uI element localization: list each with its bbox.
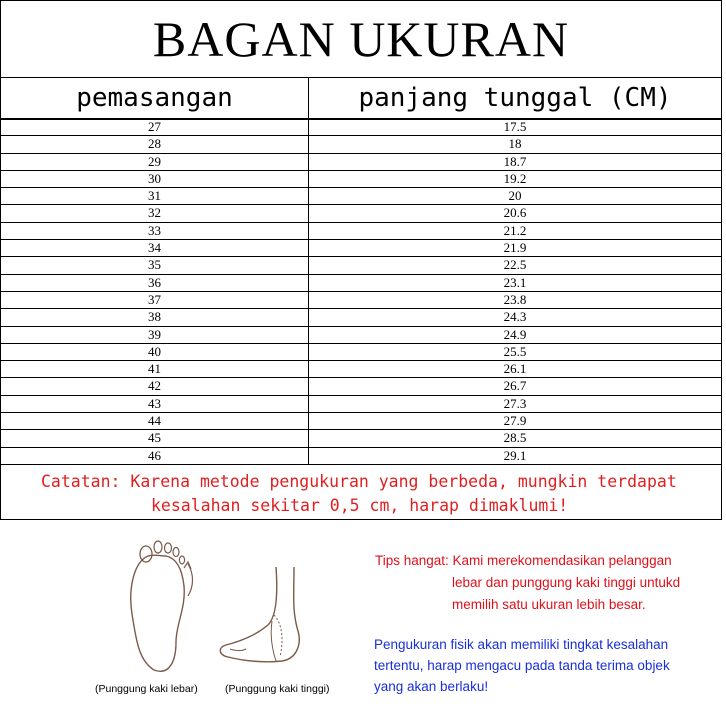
table-row (1, 344, 721, 361)
note (1, 464, 721, 520)
cell-length: 20 (508, 188, 522, 204)
table-header (1, 77, 721, 120)
table-body (1, 119, 721, 465)
header-length: panjang tunggal (CM) (358, 82, 672, 113)
table-row (1, 136, 721, 153)
cell-length: 18.7 (503, 153, 527, 169)
table-row (1, 223, 721, 240)
tip-line-4: Pengukuran fisik akan memiliki tingkat kesalahan (374, 637, 669, 652)
caption-wide: (Punggung kaki lebar) (95, 683, 198, 695)
cell-size: 37 (1, 292, 309, 308)
table-row (1, 361, 721, 378)
cell-length: 26.7 (503, 378, 527, 394)
cell-size: 29 (1, 154, 309, 170)
table-row (1, 119, 721, 136)
table-row (1, 396, 721, 413)
cell-length: 27.9 (503, 413, 527, 429)
table-row (1, 327, 721, 344)
table-row (1, 275, 721, 292)
table-row (1, 430, 721, 447)
table-row (1, 448, 721, 465)
cell-length: 23.1 (503, 274, 527, 290)
tip-line-3: memilih satu ukuran lebih besar. (452, 597, 646, 612)
cell-size: 42 (1, 378, 309, 394)
table-row (1, 292, 721, 309)
cell-length: 26.1 (503, 361, 527, 377)
cell-length: 21.9 (503, 240, 527, 256)
table-row (1, 205, 721, 222)
table-row (1, 240, 721, 257)
cell-size: 34 (1, 240, 309, 256)
cell-length: 19.2 (503, 170, 527, 186)
caption-high: (Punggung kaki tinggi) (225, 683, 330, 695)
table-row (1, 188, 721, 205)
note-line-2: kesalahan sekitar 0,5 cm, harap dimaklumi! (151, 496, 569, 515)
tip-line-6: yang akan berlaku! (374, 679, 489, 694)
cell-size: 41 (1, 361, 309, 377)
cell-size: 46 (1, 448, 309, 464)
cell-length: 27.3 (503, 395, 527, 411)
cell-size: 36 (1, 275, 309, 291)
table-row (1, 413, 721, 430)
cell-size: 28 (1, 136, 309, 152)
table-row (1, 154, 721, 171)
cell-size: 45 (1, 430, 309, 446)
cell-size: 31 (1, 188, 309, 204)
cell-size: 39 (1, 327, 309, 343)
high-instep-illustration (216, 565, 336, 673)
cell-size: 35 (1, 257, 309, 273)
chart-title: BAGAN UKURAN (1, 1, 721, 78)
tip-line-1: Tips hangat: Kami merekomendasikan pelanggan (375, 553, 672, 568)
wide-foot-illustration (118, 538, 198, 678)
cell-length: 22.5 (503, 257, 527, 273)
table-row (1, 378, 721, 395)
cell-size: 32 (1, 205, 309, 221)
cell-size: 43 (1, 396, 309, 412)
header-size: pemasangan (1, 77, 309, 118)
cell-size: 44 (1, 413, 309, 429)
cell-length: 29.1 (503, 447, 527, 463)
cell-length: 25.5 (503, 343, 527, 359)
cell-length: 17.5 (503, 119, 527, 134)
cell-size: 27 (1, 119, 309, 135)
cell-length: 24.9 (503, 326, 527, 342)
tip-line-2: lebar dan punggung kaki tinggi untukd (452, 575, 681, 590)
cell-size: 30 (1, 171, 309, 187)
table-row (1, 257, 721, 274)
cell-length: 23.8 (503, 291, 527, 307)
tip-line-5: tertentu, harap mengacu pada tanda terima objek (374, 658, 670, 673)
cell-length: 21.2 (503, 222, 527, 238)
note-line-1: Catatan: Karena metode pengukuran yang berbeda, mungkin terdapat (41, 472, 677, 491)
cell-length: 20.6 (503, 205, 527, 221)
cell-length: 24.3 (503, 309, 527, 325)
cell-size: 33 (1, 223, 309, 239)
cell-size: 40 (1, 344, 309, 360)
cell-size: 38 (1, 309, 309, 325)
cell-length: 18 (508, 136, 522, 152)
table-row (1, 309, 721, 326)
cell-length: 28.5 (503, 430, 527, 446)
table-row (1, 171, 721, 188)
